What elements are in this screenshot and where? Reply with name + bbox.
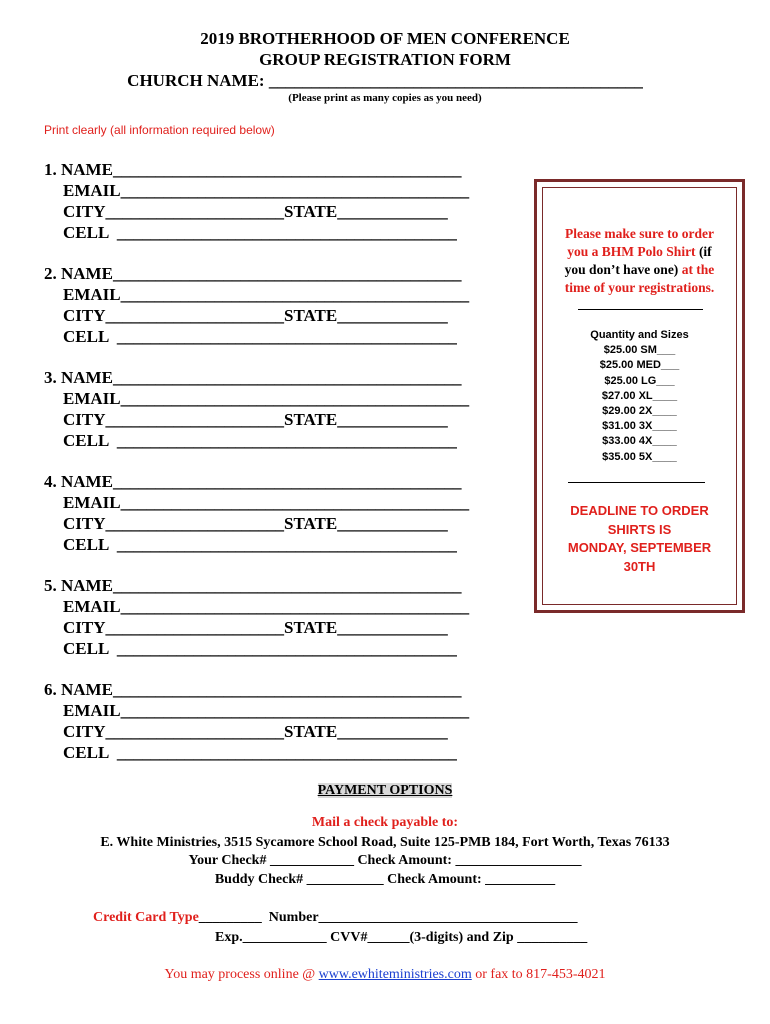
registration-entry bbox=[44, 575, 469, 659]
name-field[interactable]: 3. NAME_________________________________________ bbox=[44, 368, 462, 387]
cell-field[interactable]: CELL ________________________________________ bbox=[63, 431, 457, 450]
email-field[interactable]: EMAIL_________________________________________ bbox=[63, 181, 470, 200]
email-field[interactable]: EMAIL_________________________________________ bbox=[63, 389, 470, 408]
cell-field[interactable]: CELL ________________________________________ bbox=[63, 223, 457, 242]
print-copies-note: (Please print as many copies as you need) bbox=[288, 92, 482, 104]
deadline-line: DEADLINE TO ORDER bbox=[570, 503, 709, 518]
size-option[interactable]: $27.00 XL____ bbox=[601, 389, 678, 402]
size-option[interactable]: $25.00 MED___ bbox=[599, 359, 680, 372]
city-state-field[interactable]: CITY_____________________STATE_____________ bbox=[63, 306, 448, 325]
email-field[interactable]: EMAIL_________________________________________ bbox=[63, 597, 470, 616]
notice-line-3-red: at the bbox=[678, 262, 715, 277]
city-state-field[interactable]: CITY_____________________STATE_____________ bbox=[63, 722, 448, 741]
polo-shirt-notice bbox=[543, 225, 736, 297]
credit-card-type-label: Credit Card Type bbox=[93, 910, 199, 925]
polo-shirt-box-inner bbox=[542, 187, 737, 605]
sizes-list bbox=[543, 328, 736, 465]
form-title-line1: 2019 BROTHERHOOD OF MEN CONFERENCE bbox=[200, 29, 570, 48]
shirt-deadline bbox=[543, 502, 736, 576]
deadline-line: 30TH bbox=[623, 558, 656, 574]
polo-shirt-box bbox=[534, 179, 745, 613]
mail-check-label: Mail a check payable to: bbox=[311, 815, 459, 830]
city-state-field[interactable]: CITY_____________________STATE_____________ bbox=[63, 514, 448, 533]
website-link[interactable]: www.ewhiteministries.com bbox=[318, 967, 472, 982]
name-field[interactable]: 1. NAME_________________________________________ bbox=[44, 160, 462, 179]
card-exp-cvv-zip-field[interactable]: Exp.____________ CVV#______(3-digits) and Zip __________ bbox=[215, 930, 588, 945]
size-option[interactable]: $25.00 SM___ bbox=[603, 344, 676, 357]
notice-line-2-red: you a BHM Polo Shirt bbox=[567, 244, 696, 259]
name-field[interactable]: 6. NAME_________________________________________ bbox=[44, 680, 462, 699]
church-name-field[interactable]: CHURCH NAME: ____________________________________________ bbox=[127, 71, 643, 90]
size-option[interactable]: $33.00 4X____ bbox=[602, 435, 677, 448]
registration-entry bbox=[44, 679, 469, 763]
online-suffix: or fax to 817-453-4021 bbox=[471, 967, 606, 982]
size-option[interactable]: $25.00 LG___ bbox=[604, 374, 675, 387]
registration-entry bbox=[44, 471, 469, 555]
online-payment-note bbox=[0, 967, 770, 983]
deadline-line: MONDAY, SEPTEMBER bbox=[567, 540, 712, 555]
print-clearly-instruction: Print clearly (all information required below) bbox=[44, 123, 275, 137]
payment-options-heading bbox=[0, 783, 770, 799]
notice-line-1: Please make sure to order bbox=[565, 226, 714, 241]
notice-line-2-black: (if bbox=[695, 244, 712, 259]
cell-field[interactable]: CELL ________________________________________ bbox=[63, 327, 457, 346]
email-field[interactable]: EMAIL_________________________________________ bbox=[63, 701, 470, 720]
email-field[interactable]: EMAIL_________________________________________ bbox=[63, 493, 470, 512]
registration-entry bbox=[44, 263, 469, 347]
sizes-options bbox=[543, 343, 736, 465]
notice-line-3 bbox=[543, 261, 736, 279]
deadline-line: SHIRTS IS bbox=[607, 521, 672, 537]
registration-entry bbox=[44, 159, 469, 243]
buddy-check-field[interactable]: Buddy Check# ___________ Check Amount: __________ bbox=[214, 872, 556, 887]
cell-field[interactable]: CELL ________________________________________ bbox=[63, 535, 457, 554]
name-field[interactable]: 5. NAME_________________________________________ bbox=[44, 576, 462, 595]
credit-card-number-line[interactable]: _________ Number_____________________________________ bbox=[198, 910, 578, 925]
cell-field[interactable]: CELL ________________________________________ bbox=[63, 743, 457, 762]
notice-line-4: time of your registrations. bbox=[564, 280, 715, 295]
cell-field[interactable]: CELL ________________________________________ bbox=[63, 639, 457, 658]
notice-line-2 bbox=[543, 243, 736, 261]
payment-options-heading-text: PAYMENT OPTIONS bbox=[317, 783, 453, 798]
name-field[interactable]: 2. NAME_________________________________________ bbox=[44, 264, 462, 283]
box-divider-bottom bbox=[568, 482, 705, 483]
size-option[interactable]: $29.00 2X____ bbox=[602, 405, 677, 418]
form-title-line2: GROUP REGISTRATION FORM bbox=[259, 50, 511, 69]
size-option[interactable]: $35.00 5X____ bbox=[602, 450, 677, 463]
box-divider-top bbox=[578, 309, 703, 310]
mailing-address: E. White Ministries, 3515 Sycamore School Road, Suite 125-PMB 184, Fort Worth, Texas 76133 bbox=[100, 835, 670, 850]
city-state-field[interactable]: CITY_____________________STATE_____________ bbox=[63, 410, 448, 429]
size-option[interactable]: $31.00 3X____ bbox=[602, 420, 677, 433]
registration-entry bbox=[44, 367, 469, 451]
email-field[interactable]: EMAIL_________________________________________ bbox=[63, 285, 470, 304]
city-state-field[interactable]: CITY_____________________STATE_____________ bbox=[63, 202, 448, 221]
online-prefix: You may process online @ bbox=[164, 967, 319, 982]
sizes-title: Quantity and Sizes bbox=[590, 329, 689, 341]
your-check-field[interactable]: Your Check# ____________ Check Amount: __________________ bbox=[188, 853, 582, 868]
credit-card-field[interactable] bbox=[93, 910, 578, 926]
notice-line-3-black: you don’t have one) bbox=[564, 262, 679, 277]
city-state-field[interactable]: CITY_____________________STATE_____________ bbox=[63, 618, 448, 637]
name-field[interactable]: 4. NAME_________________________________________ bbox=[44, 472, 462, 491]
